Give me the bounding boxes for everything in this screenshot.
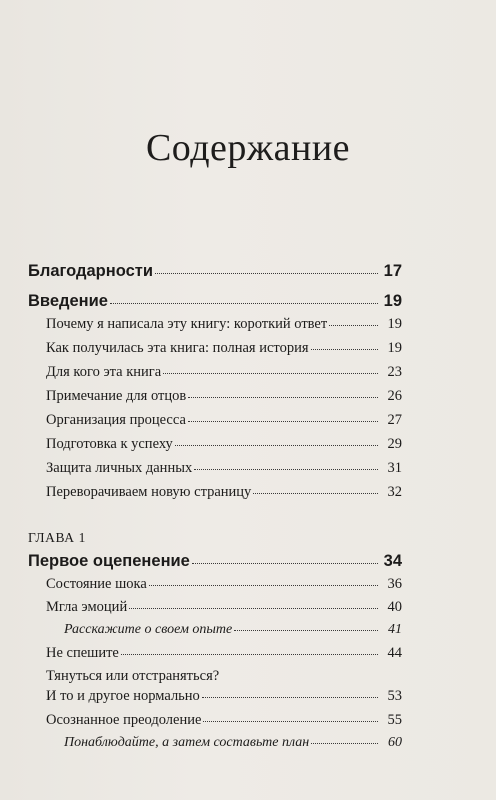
toc-page-number: 29 [387, 436, 402, 452]
toc-page-number: 60 [388, 735, 402, 750]
toc-entry-label: Первое оцепенение [28, 552, 190, 570]
dot-leader [194, 468, 378, 470]
toc-entry-acknowledgements [28, 262, 402, 281]
toc-page-number: 19 [387, 340, 402, 356]
dot-leader [188, 396, 378, 398]
toc-entry-label: Осознанное преодоление [46, 712, 202, 728]
dot-leader [192, 562, 378, 564]
toc-entry-label: Переворачиваем новую страницу [46, 484, 252, 500]
toc-entry-label: Защита личных данных [46, 460, 193, 476]
toc-entry [46, 340, 402, 357]
toc-entry-label: Организация процесса [46, 412, 186, 428]
dot-leader [253, 492, 378, 494]
toc-entry [46, 412, 402, 429]
toc-page-number: 27 [387, 412, 402, 428]
toc-entry-label: Благодарности [28, 262, 153, 280]
toc-entry-label: Расскажите о своем опыте [64, 622, 233, 637]
dot-leader [121, 653, 378, 655]
toc-entry [46, 460, 402, 477]
dot-leader [311, 742, 378, 744]
toc-page-number: 17 [383, 262, 402, 280]
toc-entry-label: Примечание для отцов [46, 388, 187, 404]
toc-entry-introduction [28, 292, 402, 311]
toc-page-number: 55 [387, 712, 402, 728]
toc-entry-label-line1: Тянуться или отстраняться? [46, 668, 220, 684]
dot-leader [188, 420, 378, 422]
toc-page-number: 34 [383, 552, 402, 570]
toc-page-number: 26 [387, 388, 402, 404]
toc-entry-label: Почему я написала эту книгу: короткий ответ [46, 316, 328, 332]
toc-entry [46, 436, 402, 453]
page-title: Содержание [145, 127, 351, 169]
dot-leader [311, 348, 378, 350]
toc-entry-exercise [64, 735, 402, 751]
toc-entry [46, 364, 402, 381]
toc-page-number: 36 [387, 576, 402, 592]
toc-entry-label: Для кого эта книга [46, 364, 162, 380]
toc-entry-label: Не спешите [46, 645, 119, 661]
toc-entry [46, 576, 402, 593]
toc-entry-label: Понаблюдайте, а затем составьте план [64, 735, 310, 750]
toc-page-number: 31 [387, 460, 402, 476]
toc-entry-exercise [64, 622, 402, 638]
dot-leader [175, 444, 378, 446]
dot-leader [129, 607, 378, 609]
dot-leader [329, 324, 378, 326]
toc-entry-label: Подготовка к успеху [46, 436, 173, 452]
toc-entry-label: Как получилась эта книга: полная история [46, 340, 309, 356]
toc-entry-label: Мгла эмоций [46, 599, 128, 615]
toc-page-number: 32 [387, 484, 402, 500]
chapter-label: ГЛАВА 1 [28, 530, 86, 545]
toc-entry [46, 712, 402, 729]
dot-leader [203, 720, 378, 722]
dot-leader [202, 696, 378, 698]
toc-entry-label: Введение [28, 292, 108, 310]
dot-leader [163, 372, 378, 374]
toc-entry [46, 388, 402, 405]
toc-page-number: 19 [383, 292, 402, 310]
toc-entry [46, 316, 402, 333]
toc-entry [46, 599, 402, 616]
dot-leader [149, 584, 378, 586]
toc-entry [46, 645, 402, 662]
toc-entry-chapter-title [28, 552, 402, 571]
toc-page-number: 41 [388, 622, 402, 637]
toc-entry [46, 688, 402, 705]
dot-leader [155, 272, 378, 274]
toc-page-number: 53 [387, 688, 402, 704]
toc-page-number: 23 [387, 364, 402, 380]
toc-entry [46, 484, 402, 501]
toc-page-number: 40 [387, 599, 402, 615]
toc-page-number: 19 [387, 316, 402, 332]
dot-leader [110, 302, 378, 304]
dot-leader [234, 629, 378, 631]
toc-entry-label: Состояние шока [46, 576, 147, 592]
toc-entry-label: И то и другое нормально [46, 688, 200, 704]
toc-page-number: 44 [387, 645, 402, 661]
